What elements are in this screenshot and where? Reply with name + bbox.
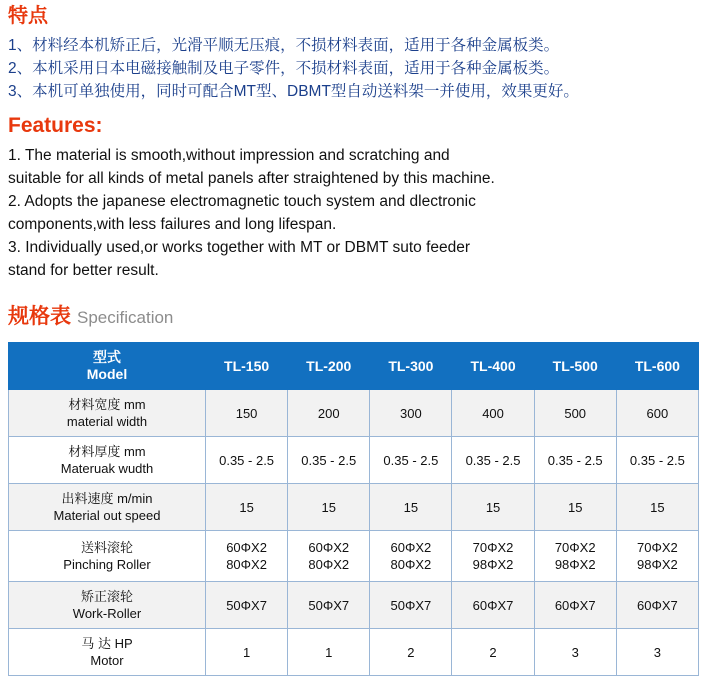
cell-value: 15: [616, 484, 698, 531]
row-label-en: Pinching Roller: [63, 557, 151, 572]
table-row: [9, 437, 699, 484]
cell-value-line2: 80ΦX2: [390, 557, 432, 572]
cell-value: 0.35 - 2.5: [534, 437, 616, 484]
cell-value: 3: [616, 629, 698, 676]
row-label-cn: 送料滚轮: [80, 540, 133, 555]
features-en-item: components,with less failures and long lifespan.: [8, 216, 337, 233]
cell-value: 0.35 - 2.5: [616, 437, 698, 484]
cell-value: 15: [452, 484, 534, 531]
features-cn-item: 2、本机采用日本电磁接触制及电子零件，不损材料表面，适用于各种金属板类。: [8, 60, 560, 77]
cell-value: 2: [370, 629, 452, 676]
cell-value: 1: [206, 629, 288, 676]
features-en-item: 3. Individually used,or works together with MT or DBMT suto feeder: [8, 239, 471, 256]
cell-value: 500: [534, 390, 616, 437]
cell-value: [288, 531, 370, 582]
features-en-item: 2. Adopts the japanese electromagnetic touch system and dlectronic: [8, 193, 476, 210]
cell-value: 60ΦX7: [534, 582, 616, 629]
header-model-tl400: TL-400: [452, 343, 534, 390]
features-en-title: Features:: [8, 114, 103, 137]
specification-page: [0, 4, 707, 692]
features-en-item: suitable for all kinds of metal panels after straightened by this machine.: [8, 170, 495, 187]
cell-value-line1: 60ΦX2: [308, 540, 350, 555]
row-label-cn: 材料宽度 mm: [68, 397, 146, 412]
cell-value: 0.35 - 2.5: [370, 437, 452, 484]
cell-value: [206, 531, 288, 582]
row-label-cn: 矫正滚轮: [80, 589, 133, 604]
features-en-list: [8, 144, 699, 282]
header-model-tl500: TL-500: [534, 343, 616, 390]
cell-value-line2: 80ΦX2: [226, 557, 267, 572]
cell-value-line1: 70ΦX2: [554, 540, 596, 555]
row-label-en: Material out speed: [53, 508, 161, 523]
cell-value: [616, 531, 698, 582]
row-label-work-roller: [9, 582, 206, 629]
cell-value: 50ΦX7: [370, 582, 452, 629]
cell-value: [370, 531, 452, 582]
row-label-en: Materuak wudth: [60, 461, 154, 476]
features-cn-title: 特点: [8, 5, 48, 27]
row-label-pinching-roller: [9, 531, 206, 582]
cell-value-line1: 70ΦX2: [472, 540, 514, 555]
cell-value: 0.35 - 2.5: [288, 437, 370, 484]
row-label-motor: [9, 629, 206, 676]
header-model-tl200: TL-200: [288, 343, 370, 390]
cell-value-line1: 70ΦX2: [637, 540, 678, 555]
cell-value-line2: 80ΦX2: [308, 557, 350, 572]
cell-value: 2: [452, 629, 534, 676]
table-row: [9, 629, 699, 676]
row-label-output-speed: [9, 484, 206, 531]
row-label-material-thickness: [9, 437, 206, 484]
cell-value: 50ΦX7: [206, 582, 288, 629]
header-model-tl600: TL-600: [616, 343, 698, 390]
cell-value-line2: 98ΦX2: [554, 557, 596, 572]
cell-value-line1: 60ΦX2: [226, 540, 267, 555]
features-en-item: stand for better result.: [8, 262, 159, 279]
cell-value: [534, 531, 616, 582]
cell-value: [452, 531, 534, 582]
cell-value: 15: [534, 484, 616, 531]
row-label-cn: 马 达 HP: [81, 636, 133, 651]
features-cn-item: 3、本机可单独使用，同时可配合MT型、DBMT型自动送料架一并使用，效果更好。: [8, 83, 579, 100]
table-row: [9, 484, 699, 531]
row-label-en: Work-Roller: [72, 606, 142, 621]
features-en-item: 1. The material is smooth,without impression and scratching and: [8, 147, 450, 164]
cell-value: 3: [534, 629, 616, 676]
cell-value-line1: 60ΦX2: [390, 540, 432, 555]
table-row: [9, 582, 699, 629]
cell-value: 15: [370, 484, 452, 531]
cell-value: 15: [206, 484, 288, 531]
cell-value: 0.35 - 2.5: [452, 437, 534, 484]
cell-value: 0.35 - 2.5: [206, 437, 288, 484]
spec-title: [8, 304, 699, 332]
header-model-label-cn: 型式: [93, 349, 121, 365]
row-label-en: Motor: [90, 653, 124, 668]
cell-value: 150: [206, 390, 288, 437]
row-label-en: material width: [66, 414, 148, 429]
cell-value-line2: 98ΦX2: [637, 557, 678, 572]
spec-title-en: Specification: [77, 308, 174, 327]
cell-value-line2: 98ΦX2: [472, 557, 514, 572]
cell-value: 200: [288, 390, 370, 437]
header-model-tl150: TL-150: [206, 343, 288, 390]
cell-value: 600: [616, 390, 698, 437]
cell-value: 60ΦX7: [452, 582, 534, 629]
features-cn-list: [8, 34, 699, 103]
specification-table: [8, 342, 699, 676]
cell-value: 15: [288, 484, 370, 531]
cell-value: 50ΦX7: [288, 582, 370, 629]
row-label-material-width: [9, 390, 206, 437]
table-header-row: [9, 343, 699, 390]
table-row: [9, 390, 699, 437]
spec-title-cn: 规格表: [8, 305, 71, 328]
header-model-label-en: Model: [86, 366, 128, 382]
cell-value: 1: [288, 629, 370, 676]
cell-value: 60ΦX7: [616, 582, 698, 629]
row-label-cn: 材料厚度 mm: [68, 444, 146, 459]
table-row: [9, 531, 699, 582]
cell-value: 300: [370, 390, 452, 437]
row-label-cn: 出料速度 m/min: [61, 491, 153, 506]
header-model-tl300: TL-300: [370, 343, 452, 390]
cell-value: 400: [452, 390, 534, 437]
header-model-label: [9, 343, 206, 390]
features-cn-item: 1、材料经本机矫正后，光滑平顺无压痕，不损材料表面，适用于各种金属板类。: [8, 37, 560, 54]
